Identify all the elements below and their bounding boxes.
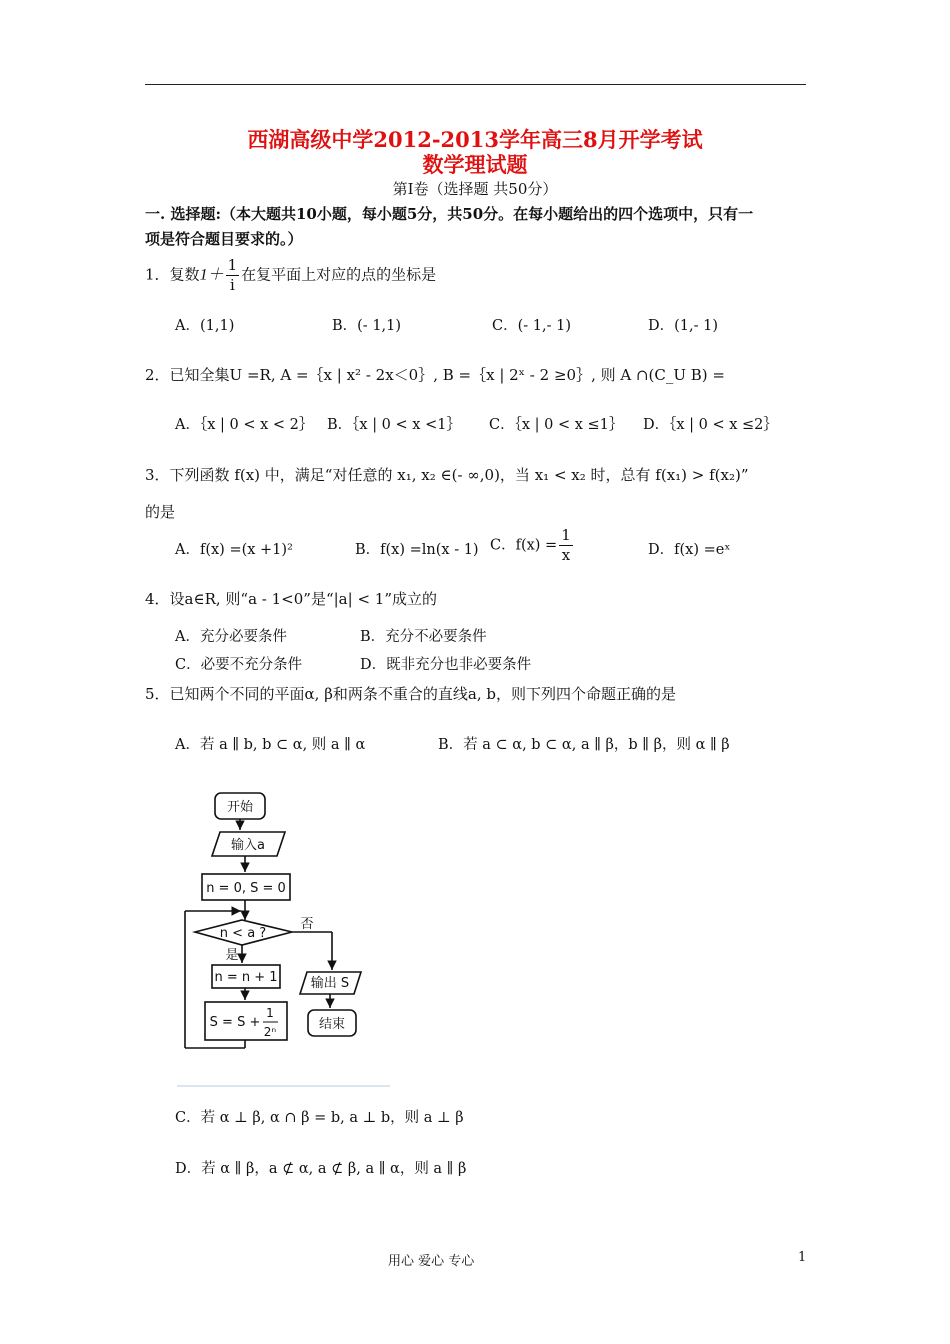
q4-option-c: C．必要不充分条件 [175,657,303,673]
question-5 [145,683,676,704]
q2-option-c: C．｛x | 0 < x ≤1｝ [489,417,624,433]
page-number: 1 [798,1250,807,1265]
q1-frac-den: i [229,276,235,294]
section-heading-line1: 一. 选择题:（本大题共10小题，每小题5分，共50分。在每小题给出的四个选项中，只有一 [145,205,754,223]
q5-option-b: B．若 a ⊂ α, b ⊂ α, a ∥ β，b ∥ β，则 α ∥ β [438,737,730,753]
q5-option-a: A．若 a ∥ b, b ⊂ α, 则 a ∥ α [175,737,366,753]
q3-c-frac-den: x [561,546,571,564]
q3-option-d: D．f(x) =eˣ [648,542,731,558]
question-2 [145,364,725,385]
q2-number: 2． [145,366,170,384]
q5-option-d: D．若 α ∥ β，a ⊄ α, a ⊄ β, a ∥ α，则 a ∥ β [175,1161,467,1177]
q2-option-d: D．｛x | 0 < x ≤2｝ [643,417,778,433]
flow-input-text: 输入a [231,838,265,853]
q3-option-c-prefix: C．f(x) = [490,537,558,554]
q1-expr: 1＋ [199,266,224,284]
question-3 [145,464,749,485]
q3-option-b: B．f(x) =ln(x - 1) [355,542,479,558]
flow-end-text: 结束 [318,1017,346,1032]
flow-init-text: n = 0, S = 0 [206,881,286,896]
q1-prefix: 复数 [169,265,200,284]
q4-number: 4． [145,590,170,608]
flowchart [175,780,415,1094]
q1-frac-num: 1 [227,256,238,274]
section-heading-line2: 项是符合题目要求的。） [145,230,303,248]
q4-option-d: D．既非充分也非必要条件 [360,657,532,673]
q3-c-frac-num: 1 [561,526,571,544]
section-line: 第Ⅰ卷（选择题 共50分） [392,180,558,198]
q2-stem: 已知全集U =R, A =｛x | x² - 2x＜0｝, B =｛x | 2ˣ - 2 ≥0｝, 则 A ∩(C_U B) = [169,366,725,384]
q1-option-b: B．(- 1,1) [332,318,402,334]
q1-number: 1． [145,265,170,284]
q1-option-a: A．(1,1) [175,318,235,334]
q1-suffix: 在复平面上对应的点的坐标是 [241,265,437,284]
flow-yes-text: 是 [225,948,239,963]
flowchart-svg [175,780,415,1090]
flow-sum-prefix: S = S + [209,1015,261,1030]
q3-stem-line2: 的是 [145,503,176,521]
q1-option-c: C．(- 1,- 1) [492,318,571,334]
flow-sum-den: 2ⁿ [263,1025,277,1039]
flow-output-text: 输出 S [310,976,350,991]
q4-option-b: B．充分不必要条件 [360,629,487,645]
q3-number: 3． [145,466,170,484]
q4-stem: 设a∈R, 则“a - 1<0”是“|a| < 1”成立的 [169,590,437,608]
q2-option-b: B．｛x | 0 < x <1｝ [327,417,461,433]
flow-no-text: 否 [300,917,314,932]
q3-option-c [490,528,575,563]
q3-option-a: A．f(x) =(x +1)² [175,542,293,558]
q4-option-a: A．充分必要条件 [175,629,287,645]
flow-inc-text: n = n + 1 [214,970,278,985]
question-4 [145,588,437,609]
exam-subtitle: 数学理试题 [422,152,528,177]
question-1 [145,258,436,293]
q5-option-c: C．若 α ⊥ β, α ∩ β = b, a ⊥ b，则 a ⊥ β [175,1110,464,1126]
q1-option-d: D．(1,- 1) [648,318,719,334]
footer-motto: 用心 爱心 专心 [388,1254,475,1269]
flow-sum-num: 1 [266,1006,274,1020]
q3-option-c-fraction [559,528,573,563]
flow-start-text: 开始 [226,800,254,815]
q3-stem-line1: 下列函数 f(x) 中，满足“对任意的 x₁, x₂ ∈(- ∞,0)，当 x₁ < x₂ 时，总有 f(x₁) > f(x₂)” [169,466,749,484]
header-rule [145,84,806,85]
q5-stem: 已知两个不同的平面α, β和两条不重合的直线a, b，则下列四个命题正确的是 [169,685,676,703]
exam-title: 西湖高级中学2012-2013学年高三8月开学考试 [247,127,703,152]
q5-number: 5． [145,685,170,703]
q2-option-a: A．｛x | 0 < x < 2｝ [175,417,314,433]
flow-cond-text: n < a ? [219,926,267,941]
q1-fraction [226,258,240,293]
